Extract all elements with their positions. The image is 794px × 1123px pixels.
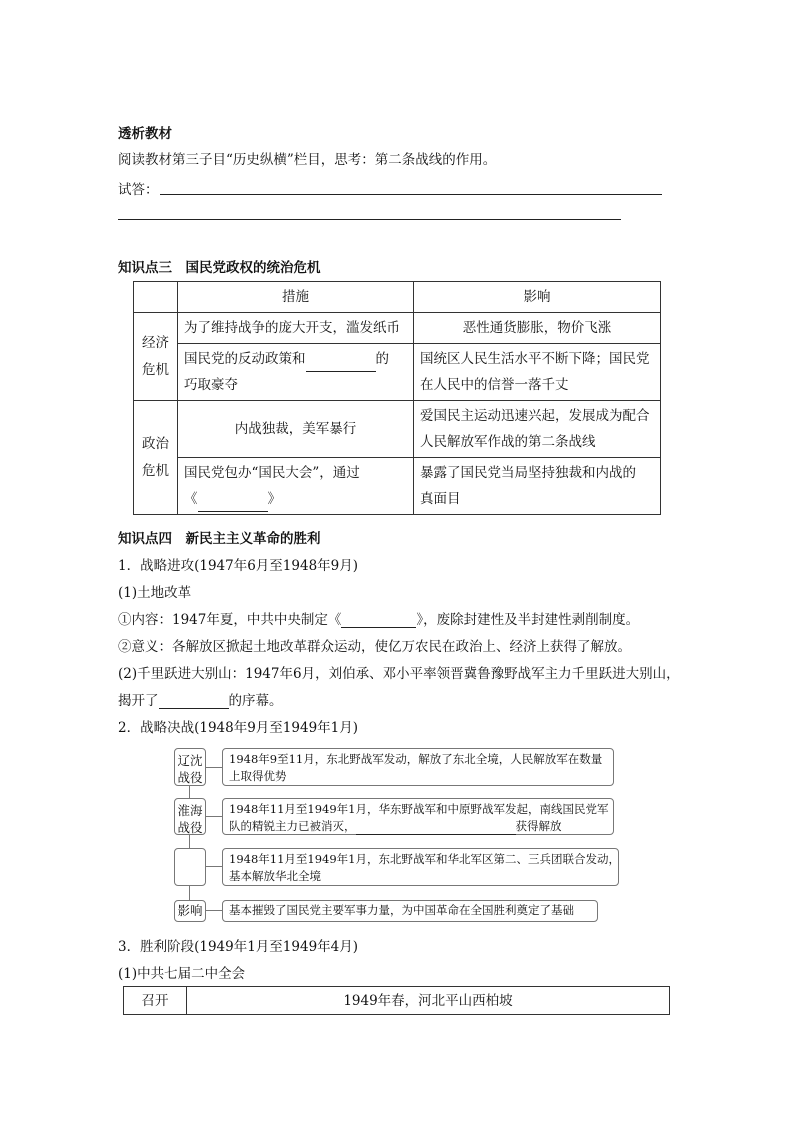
land-reform-meaning: ②意义：各解放区掀起土地改革群众运动，使亿万农民在政治上、经济上获得了解放。 <box>118 639 631 655</box>
battle-liaoshen-label: 辽沈 战役 <box>174 748 206 786</box>
pol-crisis-label: 政治 危机 <box>134 401 178 515</box>
battle-liaoshen-desc: 1948年9至11月，东北野战军发动，解放了东北全境，人民解放军在数量 上取得优势 <box>222 748 614 786</box>
pol-measure-1: 内战独裁，美军暴行 <box>178 401 414 458</box>
pol-measure-2: 国民党包办“国民大会”，通过 《 》 <box>178 458 414 515</box>
kp3-title: 知识点三 国民党政权的统治危机 <box>118 260 321 276</box>
kp4-title: 知识点四 新民主主义革命的胜利 <box>118 531 321 547</box>
battle-huaihai-desc: 1948年11月至1949年1月，华东野战军和中原野战军发起，南线国民党军 队的精锐主力已被消灭， 获得解放 <box>222 798 614 835</box>
blank-huaihai[interactable] <box>356 822 516 835</box>
header-effects: 影响 <box>414 282 661 313</box>
meeting-value: 1949年春，河北平山西柏坡 <box>187 987 670 1015</box>
battle-huaihai-label: 淮海 战役 <box>174 798 206 835</box>
connector <box>206 767 222 768</box>
impact-desc: 基本摧毁了国民党主要军事力量，为中国革命在全国胜利奠定了基础 <box>222 900 598 922</box>
dabie-mountain-cont: 揭开了 的序幕。 <box>118 693 283 709</box>
section-2-title: 2．战略决战(1948年9月至1949年1月) <box>118 720 359 736</box>
connector <box>189 835 190 848</box>
blank-land-law[interactable] <box>341 613 416 628</box>
textbook-question: 阅读教材第三子目“历史纵横”栏目，思考：第二条战线的作用。 <box>118 152 497 168</box>
answer-line-1[interactable] <box>160 194 662 195</box>
econ-measure-2: 国民党的反动政策和 的 巧取豪夺 <box>178 344 414 401</box>
plenum-title: (1)中共七届二中全会 <box>118 966 246 982</box>
battle-blank-label[interactable] <box>174 848 206 886</box>
kp3-table <box>133 281 661 515</box>
corner-cell <box>134 282 178 313</box>
section-1-title: 1．战略进攻(1947年6月至1948年9月) <box>118 558 359 574</box>
connector <box>206 816 222 817</box>
econ-effect-2: 国统区人民生活水平不断下降；国民党 在人民中的信誉一落千丈 <box>414 344 661 401</box>
textbook-heading: 透析教材 <box>118 126 172 142</box>
plenum-table <box>123 986 670 1015</box>
section-3-title: 3．胜利阶段(1949年1月至1949年4月) <box>118 939 359 955</box>
econ-measure-1: 为了维持战争的庞大开支，滥发纸币 <box>178 313 414 344</box>
blank-pol[interactable] <box>198 497 268 512</box>
answer-label: 试答： <box>118 182 159 198</box>
pol-effect-1: 爱国民主运动迅速兴起，发展成为配合 人民解放军作战的第二条战线 <box>414 401 661 458</box>
dabie-mountain: (2)千里跃进大别山：1947年6月，刘伯承、邓小平率领晋冀鲁豫野战军主力千里跃进大别山， <box>118 666 680 682</box>
battle-pingjin-desc: 1948年11月至1949年1月，东北野战军和华北军区第二、三兵团联合发动， 基本解放华北全境 <box>222 848 619 886</box>
answer-line-2[interactable] <box>118 219 621 220</box>
land-reform-title: (1)土地改革 <box>118 585 192 601</box>
header-measures: 措施 <box>178 282 414 313</box>
meeting-label: 召开 <box>124 987 187 1015</box>
blank-econ[interactable] <box>306 357 376 372</box>
connector <box>189 886 190 900</box>
land-reform-content: ①内容：1947年夏，中共中央制定《 》，废除封建性及半封建性剥削制度。 <box>118 612 640 628</box>
blank-prelude[interactable] <box>159 694 229 709</box>
impact-label: 影响 <box>174 900 206 922</box>
connector <box>206 866 222 867</box>
econ-crisis-label: 经济 危机 <box>134 313 178 401</box>
econ-effect-1: 恶性通货膨胀，物价飞涨 <box>414 313 661 344</box>
pol-effect-2: 暴露了国民党当局坚持独裁和内战的 真面目 <box>414 458 661 515</box>
connector <box>206 910 222 911</box>
connector <box>189 786 190 798</box>
